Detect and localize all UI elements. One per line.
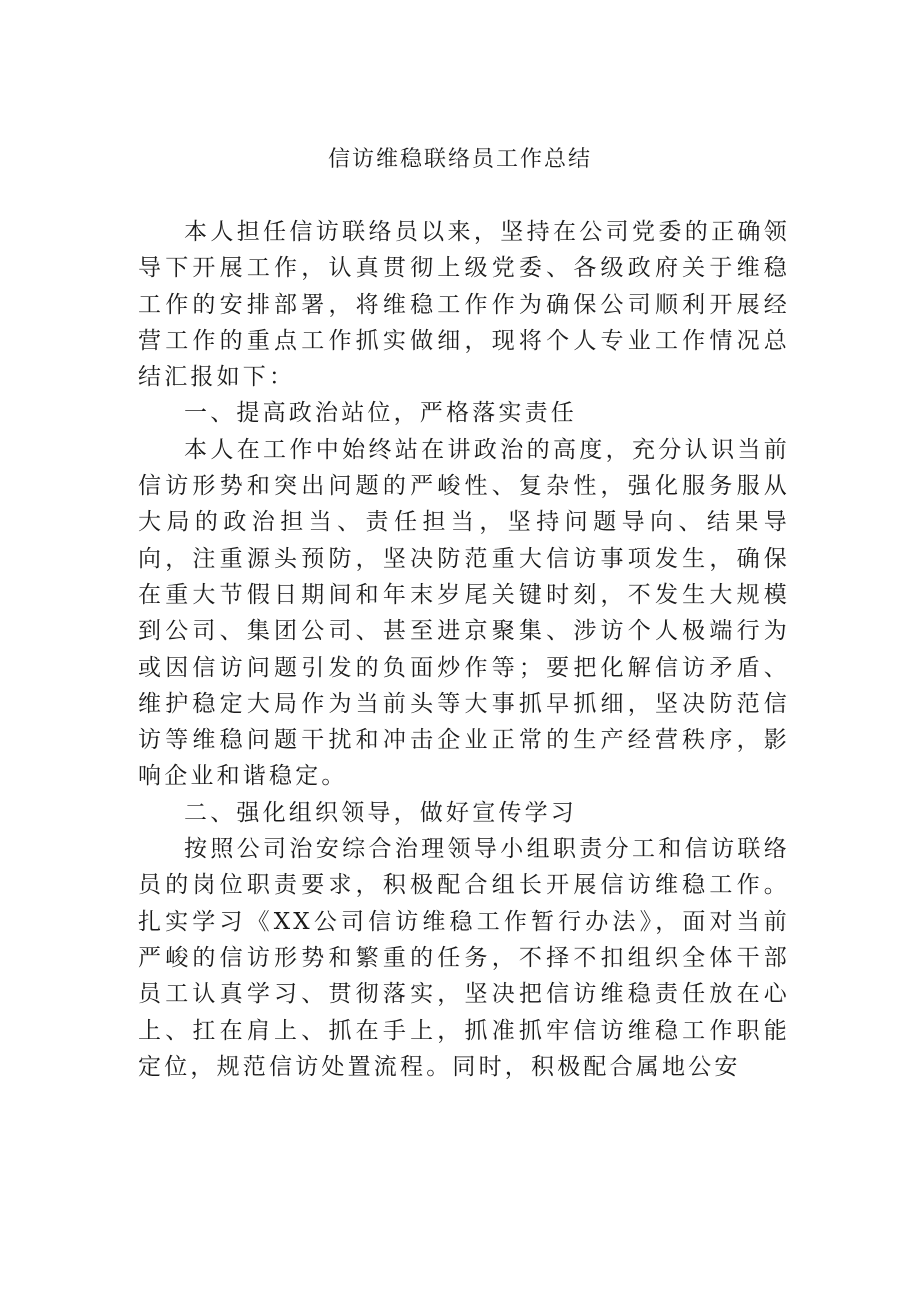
section-heading-1: 一、提高政治站位，严格落实责任	[184, 400, 577, 427]
paragraph-section-2: 按照公司治安综合治理领导小组职责分工和信访联络员的岗位职责要求，积极配合组长开展信访维稳工作。扎实学习《XX公司信访维稳工作暂行办法》，面对当前严峻的信访形势和繁重的任务，不择不扣组织全体干部员工认真学习、贯彻落实，坚决把信访维稳责任放在心上、扛在肩上、抓在手上，抓准抓牢信访维稳工作职能定位，规范信访处置流程。同时，积极配合属地公安	[138, 836, 790, 1080]
paragraph-intro: 本人担任信访联络员以来，坚持在公司党委的正确领导下开展工作，认真贯彻上级党委、各级政府关于维稳工作的安排部署，将维稳工作作为确保公司顺利开展经营工作的重点工作抓实做细，现将个人专业工作情况总结汇报如下：	[138, 219, 790, 391]
paragraph-section-1: 本人在工作中始终站在讲政治的高度，充分认识当前信访形势和突出问题的严峻性、复杂性，强化服务服从大局的政治担当、责任担当，坚持问题导向、结果导向，注重源头预防，坚决防范重大信访事项发生，确保在重大节假日期间和年末岁尾关键时刻，不发生大规模到公司、集团公司、甚至进京聚集、涉访个人极端行为或因信访问题引发的负面炒作等；要把化解信访矛盾、维护稳定大局作为当前头等大事抓早抓细，坚决防范信访等维稳问题干扰和冲击企业正常的生产经营秩序，影响企业和谐稳定。	[138, 436, 790, 790]
document-title: 信访维稳联络员工作总结	[327, 147, 592, 172]
section-heading-2: 二、强化组织领导，做好宣传学习	[184, 799, 577, 826]
document-body	[138, 214, 790, 1085]
